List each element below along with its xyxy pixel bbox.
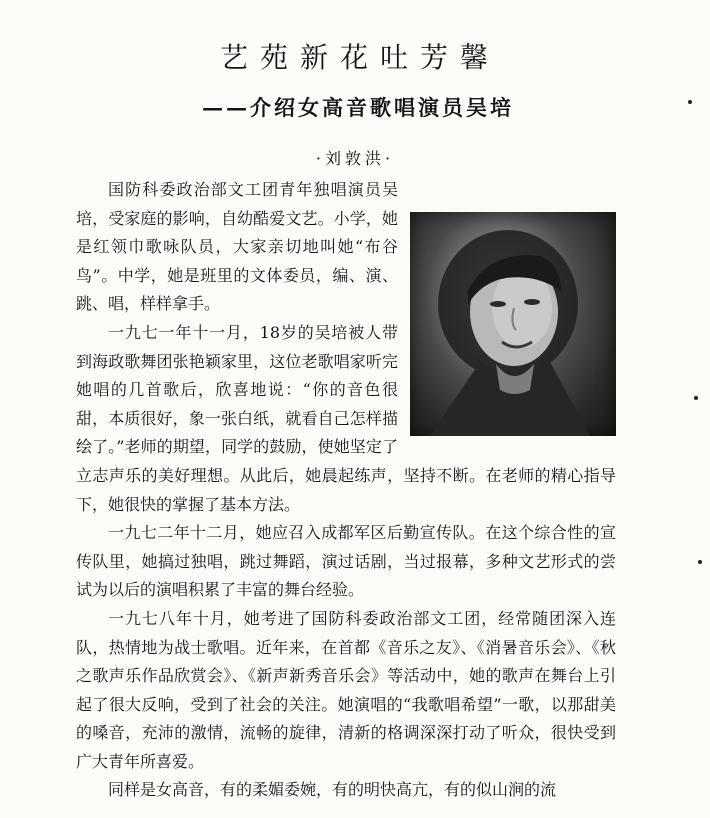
print-speck — [698, 560, 702, 564]
article-title: 艺苑新花吐芳馨 — [219, 41, 500, 74]
paragraph: 同样是女高音，有的柔媚委婉，有的明快高亢，有的似山涧的流 — [108, 780, 557, 800]
article-body — [76, 176, 616, 805]
print-speck — [694, 396, 698, 400]
portrait-photo — [410, 212, 616, 436]
paragraph: 一九七八年十月，她考进了国防科委政治部文工团，经常随团深入连队，热情地为战士歌唱。近年来，在首都《音乐之友》、《消暑音乐会》、《秋之歌声乐作品欣赏会》、《新声新秀音乐会》等活动中，她的歌声在舞台上引起了很大反响，受到了社会的关注。她演唱的“我歌唱希望”一歌，以那甜美的嗓音，充沛的激情，流畅的旋律，清新的格调深深打动了听众，很快受到广大青年所喜爱。 — [76, 608, 616, 771]
article-subtitle: ——介绍女高音歌唱演员吴培 — [202, 95, 514, 120]
article-author: ·刘敦洪· — [315, 149, 395, 168]
paragraph: 国防科委政治部文工团青年独唱演员吴培，受家庭的影响，自幼酷爱文艺。小学，她是红领巾歌咏队员，大家亲切地叫她“布谷鸟”。中学，她是班里的文体委员，编、演、跳、唱，样样拿手。 — [76, 180, 398, 314]
paragraph: 一九七二年十二月，她应召入成都军区后勤宣传队。在这个综合性的宣传队里，她搞过独唱，跳过舞蹈，演过话剧，当过报幕，多种文艺形式的尝试为以后的演唱积累了丰富的舞台经验。 — [76, 523, 616, 600]
paragraph: 一九七一年十一月，18岁的吴培被人带到海政歌舞团张艳颖家里，这位老歌唱家听完她唱的几首歌后，欣喜地说：“你的音色很甜，本质很好，象一张白纸，就看自己怎样描绘了。”老师的期望，同学的鼓励，使她坚定了立志声乐的美好理想。从此后，她晨起练声，坚持不断。在老师的精心指导下，她很快的掌握了基本方法。 — [76, 322, 616, 514]
print-speck — [688, 100, 692, 104]
portrait-illustration — [410, 212, 616, 436]
